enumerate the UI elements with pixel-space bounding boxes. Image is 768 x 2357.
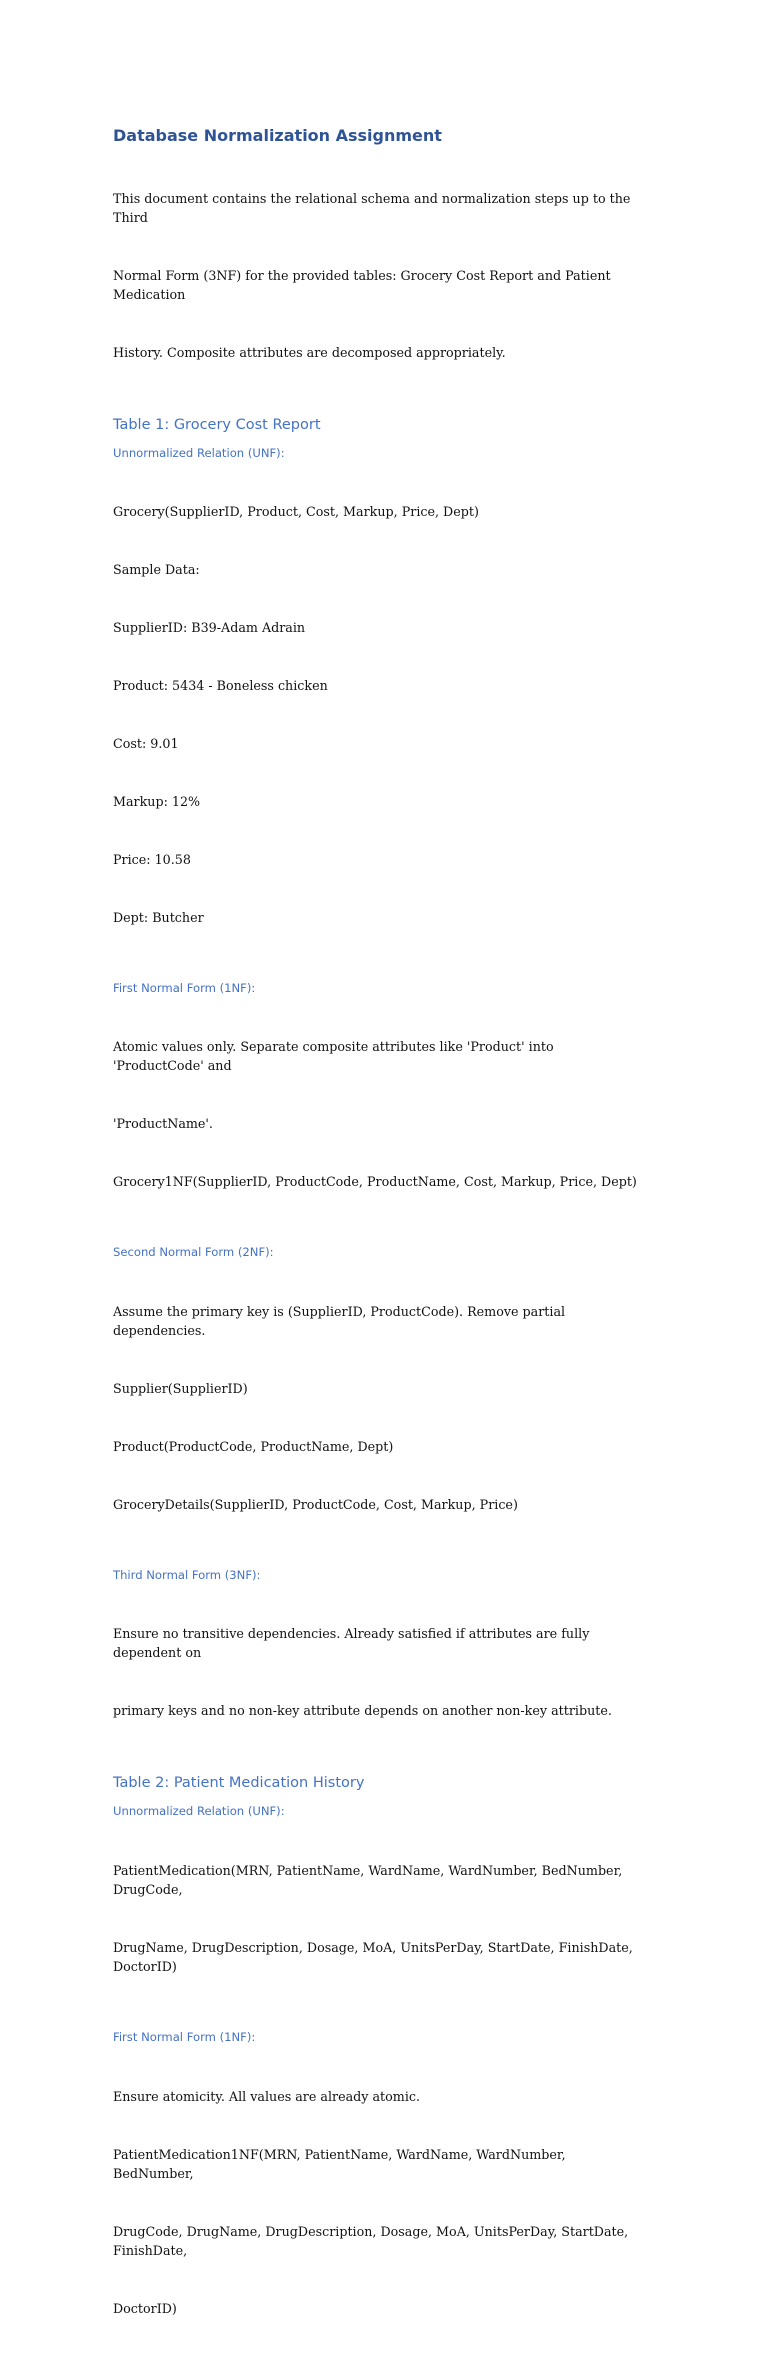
table2-1nf-body	[113, 2048, 648, 2357]
text-line: Supplier(SupplierID)	[113, 1380, 248, 1396]
text-line: PatientMedication1NF(MRN, PatientName, WardName, WardNumber, BedNumber,	[113, 2146, 570, 2182]
text-line: Ensure no transitive dependencies. Already satisfied if attributes are fully dependent on	[113, 1626, 594, 1661]
intro-paragraph	[113, 150, 648, 401]
text-line: Product(ProductCode, ProductName, Dept)	[113, 1438, 394, 1454]
intro-line: This document contains the relational schema and normalization steps up to the Third	[113, 190, 635, 225]
table1-2nf-body	[113, 1263, 648, 1552]
intro-line: History. Composite attributes are decomposed appropriately.	[113, 344, 506, 360]
table1-unf-heading: Unnormalized Relation (UNF):	[113, 445, 285, 460]
table1-3nf-body	[113, 1586, 648, 1760]
table2-unf-body	[113, 1822, 648, 2015]
text-line: Product: 5434 - Boneless chicken	[113, 678, 328, 694]
text-line: Grocery(SupplierID, Product, Cost, Markup, Price, Dept)	[113, 504, 479, 520]
table1-1nf-body	[113, 999, 648, 1231]
table2-heading: Table 2: Patient Medication History	[113, 1775, 365, 1792]
text-line: 'ProductName'.	[113, 1116, 213, 1132]
table2-1nf-heading: First Normal Form (1NF):	[113, 2030, 256, 2045]
table1-heading: Table 1: Grocery Cost Report	[113, 416, 321, 433]
text-line: DrugCode, DrugName, DrugDescription, Dosage, MoA, UnitsPerDay, StartDate, FinishDate,	[113, 2223, 633, 2259]
text-line: DoctorID)	[113, 2301, 177, 2317]
text-line: Atomic values only. Separate composite attributes like 'Product' into 'ProductCode' and	[113, 1039, 558, 1074]
text-line: GroceryDetails(SupplierID, ProductCode, Cost, Markup, Price)	[113, 1496, 518, 1512]
text-line: PatientMedication(MRN, PatientName, WardName, WardNumber, BedNumber, DrugCode,	[113, 1862, 627, 1898]
text-line: primary keys and no non-key attribute depends on another non-key attribute.	[113, 1703, 612, 1719]
text-line: Price: 10.58	[113, 851, 191, 867]
text-line: Dept: Butcher	[113, 909, 204, 925]
table1-3nf-heading: Third Normal Form (3NF):	[113, 1567, 261, 1582]
intro-line: Normal Form (3NF) for the provided tables: Grocery Cost Report and Patient Medication	[113, 267, 615, 303]
document-title: Database Normalization Assignment	[113, 126, 442, 145]
table2-unf-heading: Unnormalized Relation (UNF):	[113, 1804, 285, 1819]
text-line: Sample Data:	[113, 562, 200, 578]
table1-2nf-heading: Second Normal Form (2NF):	[113, 1245, 274, 1260]
text-line: Grocery1NF(SupplierID, ProductCode, ProductName, Cost, Markup, Price, Dept)	[113, 1174, 637, 1190]
text-line: Assume the primary key is (SupplierID, ProductCode). Remove partial dependencies.	[113, 1303, 570, 1339]
text-line: Ensure atomicity. All values are already atomic.	[113, 2088, 421, 2104]
text-line: SupplierID: B39-Adam Adrain	[113, 620, 306, 636]
text-line: Markup: 12%	[113, 793, 201, 809]
text-line: Cost: 9.01	[113, 736, 179, 752]
table1-1nf-heading: First Normal Form (1NF):	[113, 980, 256, 995]
table1-unf-body	[113, 464, 648, 966]
text-line: DrugName, DrugDescription, Dosage, MoA, UnitsPerDay, StartDate, FinishDate, DoctorID)	[113, 1940, 637, 1975]
